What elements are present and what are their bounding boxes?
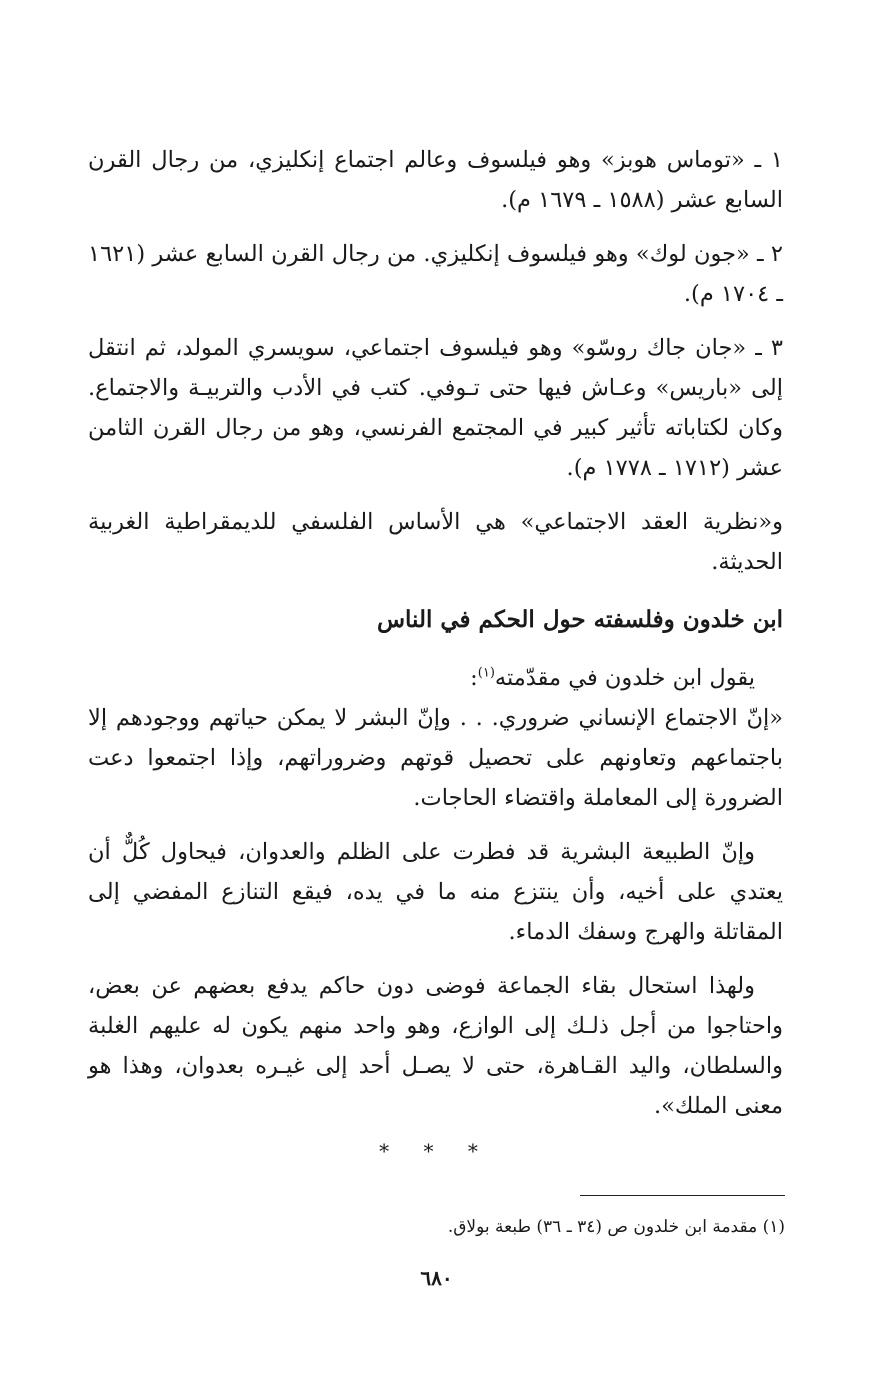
quote-paragraph-2: وإنّ الطبيعة البشرية قد فطرت على الظلم والعدوان، فيحاول كُلٌّ أن يعتدي على أخيه، وأن ينتزع منه ما في يده، فيقع التنازع المفضي إلى المقاتلة والهرج وسفك الدماء. (88, 839, 783, 945)
quote-intro-colon: : (470, 665, 478, 691)
footnote: (١) مقدمة ابن خلدون ص (٣٤ ـ ٣٦) طبعة بولاق. (447, 1217, 785, 1237)
footnote-reference: (١) (477, 665, 495, 681)
quote-paragraph-3: ولهذا استحال بقاء الجماعة فوضى دون حاكم يدفع بعضهم عن بعض، واحتاجوا من أجل ذلـك إلى الوازع، وهو واحد منهم يكون له عليهم الغلبة والسلطان، واليد القـاهرة، حتى لا يصـل أحد إلى غيـره بعدوان، وهذا هو معنى الملك». (88, 973, 783, 1119)
quote-paragraph-1: «إنّ الاجتماع الإنساني ضروري. . . وإنّ البشر لا يمكن حياتهم ووجودهم إلا باجتماعهم وتعاونهم على تحصيل قوتهم وضروراتهم، وإذا اجتمعوا دعت الضرورة إلى المعاملة واقتضاء الحاجات. (88, 705, 783, 811)
biography-note-rousseau: ٣ ـ «جان جاك روسّو» وهو فيلسوف اجتماعي، سويسري المولد، ثم انتقل إلى «باريس» وعـاش فيها حتى تـوفي. كتب في الأدب والتربيـة والاجتماع. وكان لكتاباته تأثير كبير في المجتمع الفرنسي، وهو من رجال القرن الثامن عشر (١٧١٢ ـ ١٧٧٨ م). (88, 335, 783, 481)
quote-intro (88, 658, 783, 698)
biography-note-locke: ٢ ـ «جون لوك» وهو فيلسوف إنكليزي. من رجال القرن السابع عشر (١٦٢١ ـ ١٧٠٤ م). (88, 241, 783, 307)
social-contract-paragraph: و«نظرية العقد الاجتماعي» هي الأساس الفلسفي للديمقراطية الغربية الحديثة. (88, 509, 783, 575)
biography-note-hobbes: ١ ـ «توماس هوبز» وهو فيلسوف وعالم اجتماع إنكليزي، من رجال القرن السابع عشر (١٥٨٨ ـ ١٦٧٩ م). (88, 147, 783, 213)
page-body (88, 140, 783, 1166)
footnote-divider (580, 1195, 785, 1196)
page-number: ٦٨٠ (420, 1266, 453, 1290)
section-heading: ابن خلدون وفلسفته حول الحكم في الناس (376, 606, 783, 633)
section-separator: * * * (379, 1139, 492, 1163)
quote-intro-text: يقول ابن خلدون في مقدّمته (494, 665, 755, 691)
